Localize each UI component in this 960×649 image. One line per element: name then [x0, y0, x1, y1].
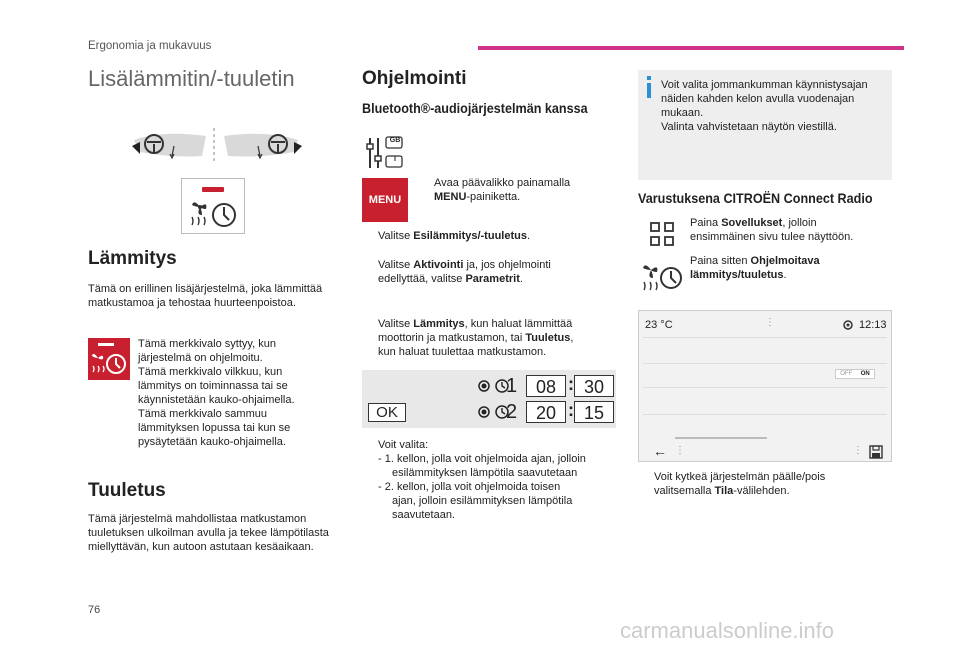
step-text: , — [570, 332, 574, 344]
choice-text: - 2. kellon, jolla voit ohjelmoida toisen — [378, 481, 561, 493]
step-text: -painiketta. — [466, 191, 521, 203]
instr-text: . — [783, 269, 787, 281]
page-title: Lisälämmitin/-tuuletin — [88, 66, 295, 91]
step-bold: Parametrit — [465, 273, 520, 285]
apps-grid-icon — [650, 222, 674, 246]
fan-timer-icon — [188, 197, 240, 229]
instr-bold: Tila — [714, 485, 734, 497]
step-text: ja, jos ohjelmointi — [463, 259, 551, 271]
info-line: näiden kahden kelon avulla vuodenajan — [661, 93, 855, 105]
info-line: Valinta vahvistetaan näytön viestillä. — [661, 121, 837, 133]
step-3-text — [378, 258, 551, 286]
tab-indicator — [675, 437, 767, 439]
bullet-icon — [362, 229, 372, 243]
screen-row-divider — [643, 363, 887, 364]
toggle-on-label: ON — [860, 371, 870, 377]
timer-1-minutes[interactable]: 30 — [574, 375, 614, 397]
header-accent-bar — [478, 46, 904, 50]
settings-gear-icon[interactable] — [842, 319, 854, 331]
step-text: Avaa päävalikko painamalla — [434, 177, 571, 189]
screen-divider: ⋮ — [853, 445, 863, 456]
indicator-line: Tämä merkkivalo sammuu — [138, 408, 267, 420]
step-4 — [362, 317, 614, 359]
indicator-line: lämmityksen lopussa tai kun se — [138, 422, 291, 434]
step-1-text — [434, 176, 570, 204]
watermark-footer: carmanualsonline.info — [620, 618, 835, 643]
choice-list — [362, 438, 618, 522]
timer-2-number: 2 — [506, 401, 518, 423]
indicator-line: järjestelmä on ohjelmoitu. — [138, 352, 263, 364]
step-bold: Esilämmitys/-tuuletus — [413, 230, 527, 242]
step-3 — [362, 258, 612, 286]
i-badge: I — [394, 156, 396, 163]
ventilation-text: Tämä järjestelmä mahdollistaa matkustamon tuuletuksen ulkoilman avulla ja tekee lämpötilasta miellyttävän, kun autoon astutaan kesäaikaan. — [88, 513, 329, 553]
info-text — [661, 78, 891, 134]
info-line: Voit valita jommankumman käynnistysajan — [661, 79, 868, 91]
screen-row-divider — [643, 387, 887, 388]
instr-bold: Sovellukset — [721, 217, 783, 229]
touchscreen — [638, 310, 892, 462]
step-text: . — [519, 273, 523, 285]
indicator-line: lämmitys on toiminnassa tai se — [138, 380, 288, 392]
timer-2-hours[interactable]: 20 — [526, 401, 566, 423]
info-icon — [645, 76, 653, 98]
fan-timer-white-icon — [88, 338, 130, 380]
step-text: , kun haluat lämmittää — [464, 318, 573, 330]
bullet-icon — [418, 176, 428, 204]
choice-intro — [362, 438, 618, 452]
choice-text: - 1. kellon, jolla voit ohjelmoida ajan, jolloin — [378, 453, 586, 465]
timer-1-number: 1 — [506, 375, 518, 397]
bullet-icon — [362, 438, 372, 452]
step-2-text — [378, 229, 530, 243]
step-text: moottorin ja matkustamon, tai — [378, 332, 526, 344]
car-seat-illustration — [132, 128, 302, 164]
gb-badge: GB — [389, 137, 401, 144]
indicator-description — [138, 337, 338, 449]
bullet-icon — [362, 317, 372, 359]
info-line: mukaan. — [661, 107, 704, 119]
toggle-off-label: OFF — [840, 371, 853, 377]
timer-panel — [362, 370, 616, 428]
screen-row-divider — [643, 337, 887, 338]
step-2 — [362, 229, 612, 243]
timer-1-colon: : — [568, 374, 574, 394]
instr-text: -välilehden. — [733, 485, 790, 497]
save-icon[interactable] — [869, 445, 883, 459]
choice-text: esilämmityksen lämpötila saavutetaan — [392, 467, 578, 479]
instr-bold: Ohjelmoitava — [750, 255, 820, 267]
step-1 — [418, 176, 608, 204]
choice-text: saavutetaan. — [392, 509, 455, 521]
instr-text: Paina sitten — [690, 255, 751, 267]
timer-1-hours[interactable]: 08 — [526, 375, 566, 397]
indicator-line: Tämä merkkivalo syttyy, kun — [138, 338, 276, 350]
indicator-line: pysäytetään kauko-ohjaimella. — [138, 436, 286, 448]
programmable-instruction — [690, 254, 890, 282]
step-text: Valitse — [378, 318, 414, 330]
screen-temperature: 23 °C — [645, 319, 673, 331]
instr-text: valitsemalla — [654, 485, 715, 497]
red-indicator-icon — [88, 338, 130, 380]
screen-divider: ⋮ — [765, 317, 775, 328]
section-header: Ergonomia ja mukavuus — [88, 40, 212, 52]
toggle-instruction — [638, 470, 892, 498]
step-bold: Aktivointi — [413, 259, 464, 271]
screen-time: 12:13 — [859, 319, 887, 331]
screen-row-divider — [643, 414, 887, 415]
on-off-toggle[interactable] — [835, 369, 875, 379]
apps-instruction — [690, 216, 890, 244]
step-bold: Tuuletus — [525, 332, 571, 344]
instr-text: Paina — [690, 217, 722, 229]
heating-heading: Lämmitys — [88, 248, 177, 269]
programming-heading: Ohjelmointi — [362, 68, 467, 89]
step-text: Valitse — [378, 259, 414, 271]
indicator-line: Tämä merkkivalo vilkkuu, kun — [138, 366, 283, 378]
choice-text: ajan, jolloin esilämmityksen lämpötila — [392, 495, 573, 507]
step-text: kun haluat tuulettaa matkustamon. — [378, 346, 547, 358]
step-text: . — [526, 230, 531, 242]
back-arrow-icon[interactable]: ← — [653, 443, 667, 459]
step-text: edellyttää, valitse — [378, 273, 466, 285]
screen-divider: ⋮ — [675, 445, 685, 456]
step-bold: Lämmitys — [413, 318, 465, 330]
bluetooth-subheading: Bluetooth®-audiojärjestelmän kanssa — [362, 100, 588, 116]
page-number: 76 — [88, 604, 101, 616]
connect-radio-heading: Varustuksena CITROËN Connect Radio — [638, 190, 873, 206]
instr-text: , jolloin — [782, 217, 817, 229]
choice-text: Voit valita: — [378, 439, 429, 451]
step-bold: MENU — [434, 191, 467, 203]
ok-button[interactable]: OK — [368, 403, 406, 422]
bullet-icon — [638, 470, 648, 498]
indicator-lamp — [202, 187, 224, 192]
fan-timer-small-icon — [640, 258, 684, 292]
step-4-text — [378, 317, 573, 359]
toggle-instruction-text — [654, 470, 825, 498]
timer-2-colon: : — [568, 400, 574, 420]
bullet-icon — [362, 258, 372, 286]
ventilation-heading: Tuuletus — [88, 480, 166, 501]
instr-text: Voit kytkeä järjestelmän päälle/pois — [654, 471, 826, 483]
heating-text: Tämä on erillinen lisäjärjestelmä, joka lämmittää matkustamoa ja tehostaa huurteenpoistoa. — [88, 283, 323, 309]
indicator-line: käynnistetään kauko-ohjaimella. — [138, 394, 295, 406]
timer-2-minutes[interactable]: 15 — [574, 401, 614, 423]
step-text: Valitse — [378, 230, 414, 242]
instr-text: ensimmäinen sivu tulee näyttöön. — [690, 231, 854, 243]
menu-button-icon: MENU — [362, 178, 408, 222]
heater-indicator-icon — [181, 178, 245, 234]
instr-bold: lämmitys/tuuletus — [690, 269, 784, 281]
